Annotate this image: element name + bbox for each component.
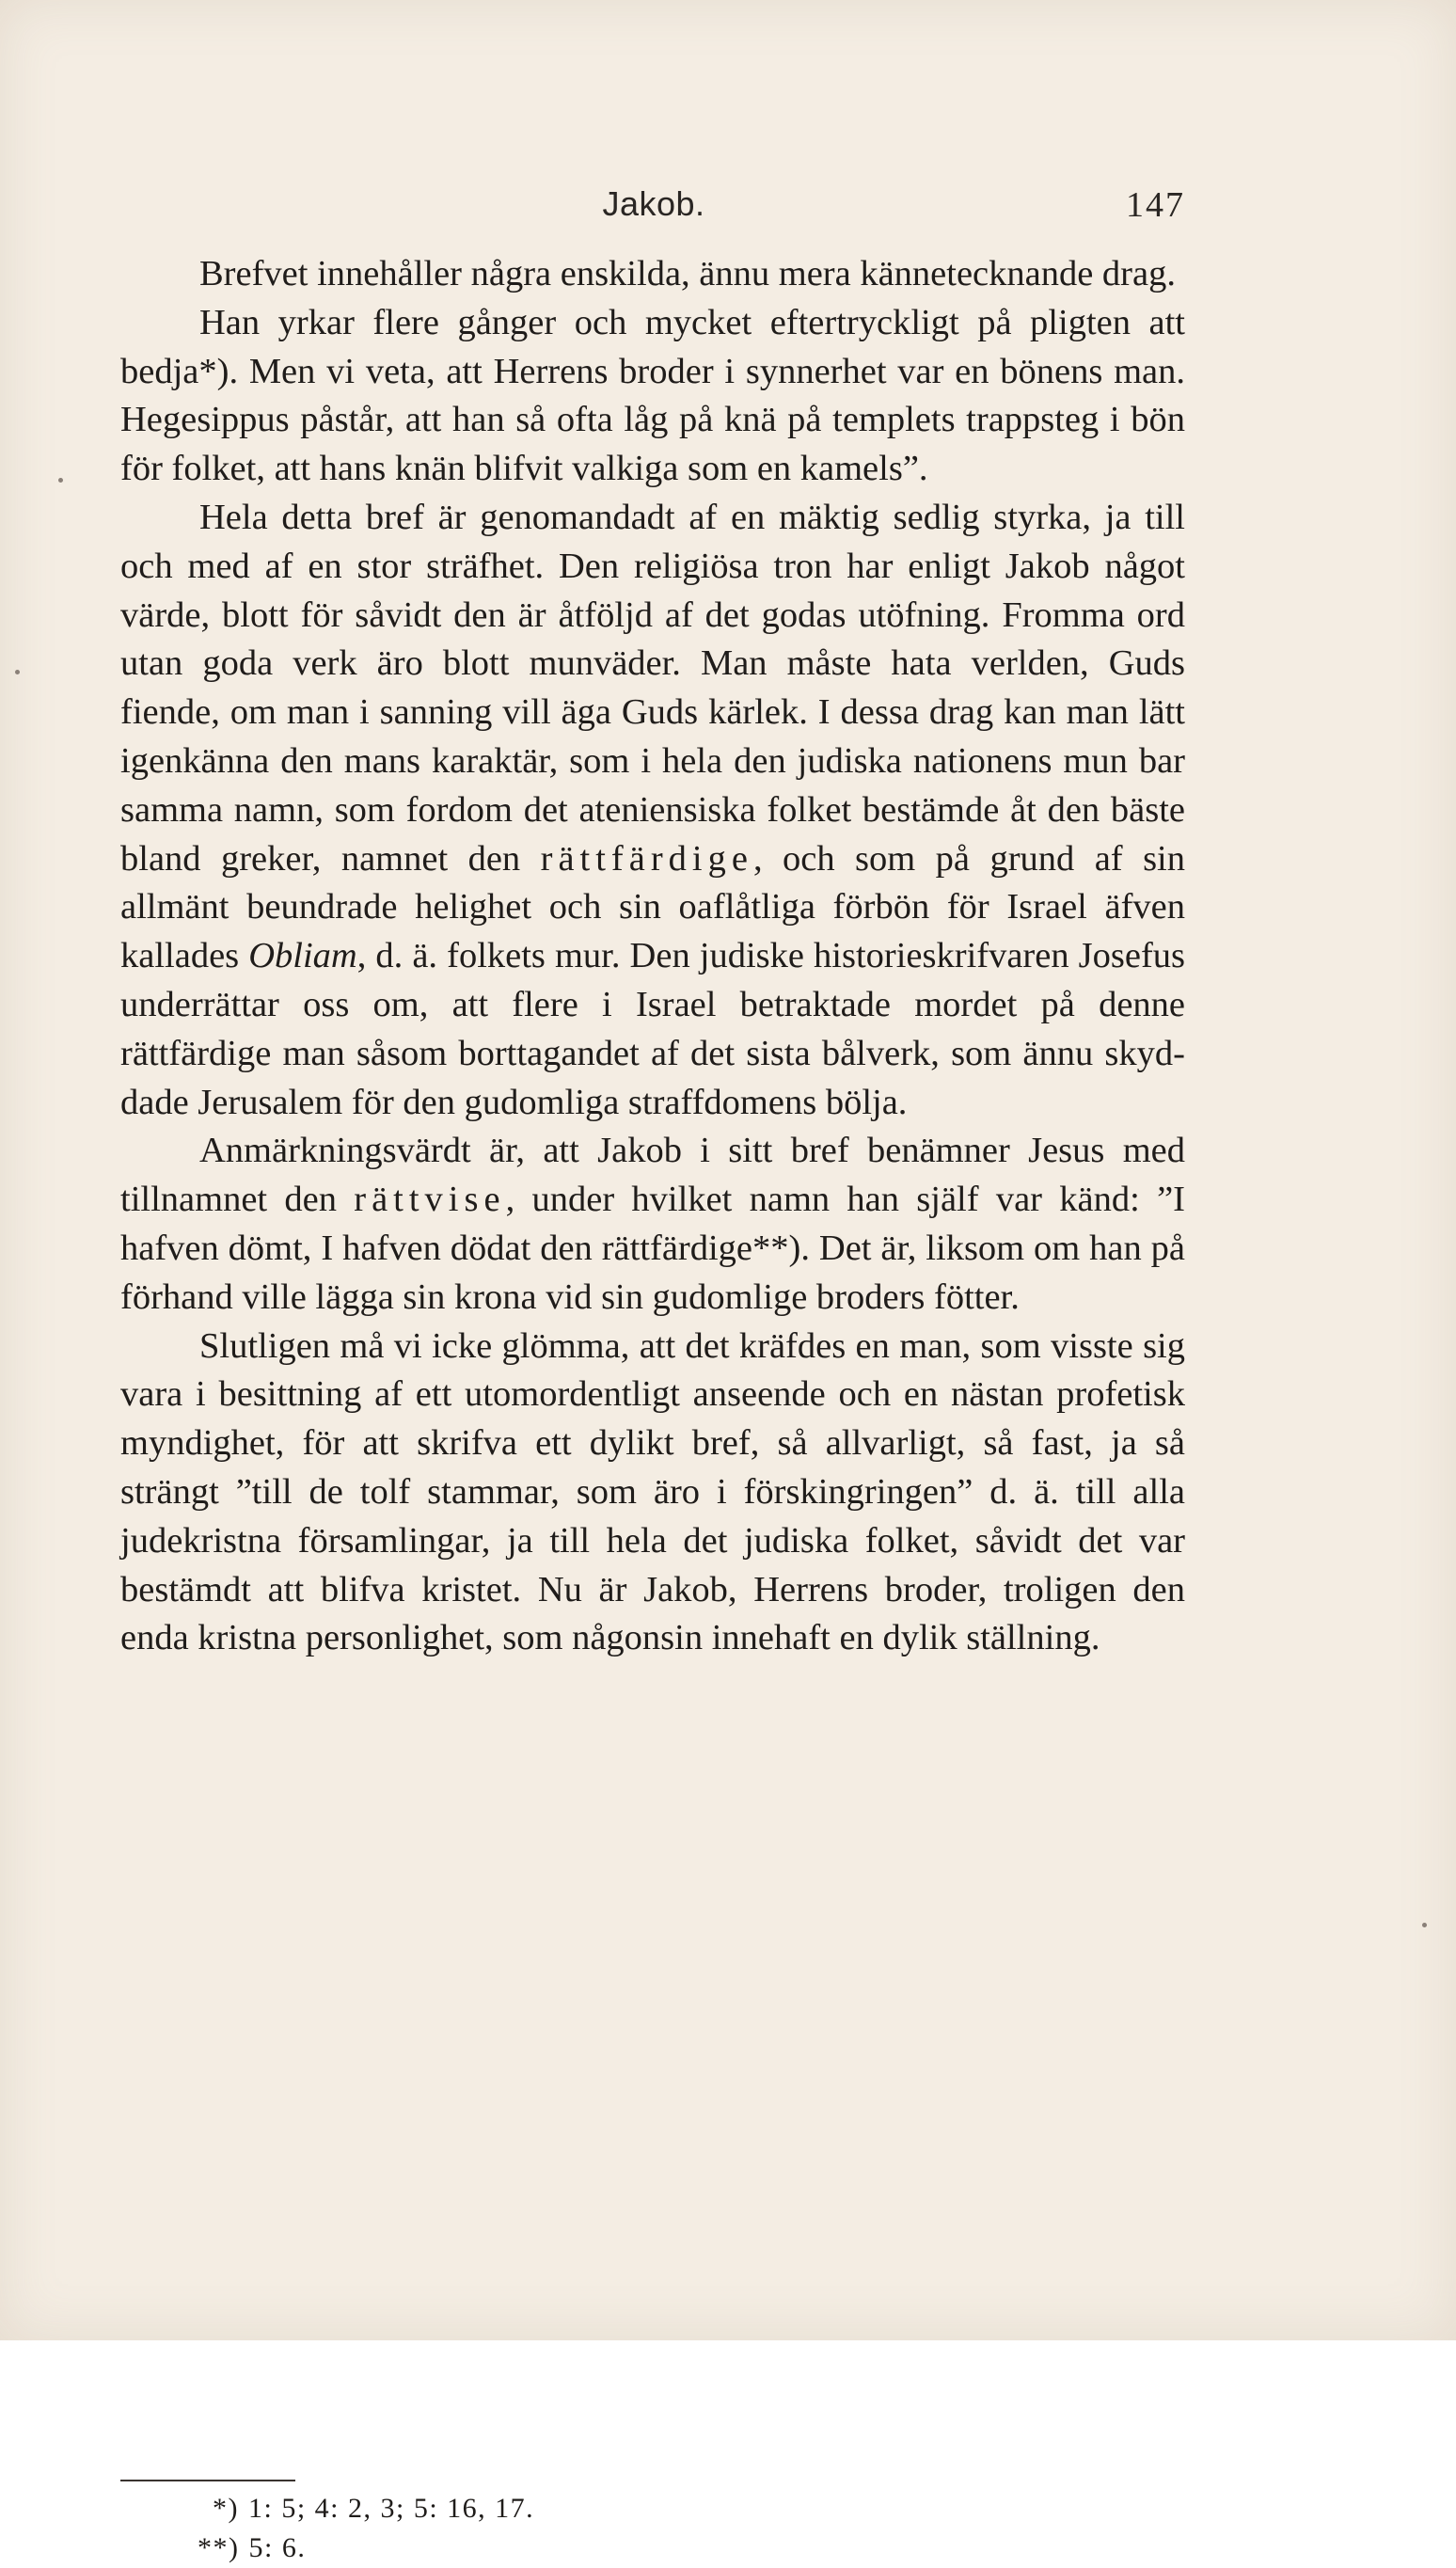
spaced-term-rattvise: rättvise <box>354 1180 506 1220</box>
spaced-term-rattfardige: rättfärdige <box>540 838 753 879</box>
footnote-1 <box>198 2489 534 2528</box>
paragraph-4-text-a: Anmärkningsvärdt är, att Jakob i sitt bref benämner Jesus med tillnamnet den <box>120 1131 1185 1220</box>
running-head <box>122 184 1185 237</box>
footnote-1-marker: *) <box>213 2493 239 2524</box>
footnote-2 <box>198 2528 534 2568</box>
page-number: 147 <box>1126 185 1185 225</box>
footnote-1-text: 1: 5; 4: 2, 3; 5: 16, 17. <box>248 2493 535 2524</box>
paragraph-2-text-a: Han yrkar flere gånger och mycket eftertryckligt på pligten att bedja <box>120 302 1185 391</box>
paragraph-2-text-b: Men vi veta, att Herrens broder i synnerhet var en bönens man. Hegesippus påstår, att han så ofta låg på knä på templets trappsteg i bön för folket, att hans knän blifvit valkiga som en kamels”. <box>120 351 1185 489</box>
paper-speck <box>15 670 20 674</box>
paper-speck <box>1422 1923 1427 1927</box>
italic-term-obliam: Obliam <box>248 936 357 976</box>
paragraph-3-text-c: , d. ä. folkets mur. Den judiske historieskrifvaren Josefus underrättar oss om, att flere i Israel betraktade mordet på denne rättfärdige man såsom borttagandet af det sista bålverk, som ännu skyddade Jerusalem för den gudomliga straffdomens bölja. <box>120 936 1186 1122</box>
paragraph-1 <box>120 250 1185 299</box>
paragraph-1-text: Brefvet innehåller några enskilda, ännu mera kännetecknande drag. <box>199 254 1176 293</box>
body-text <box>120 250 1185 1663</box>
paragraph-4-text-c: Det är, liksom om han på förhand ville lägga sin krona vid sin gudomlige broders fötter. <box>120 1228 1185 1317</box>
paragraph-5 <box>120 1323 1185 1664</box>
footnotes <box>198 2489 534 2568</box>
paragraph-5-text: Slutligen må vi icke glömma, att det kräfdes en man, som visste sig vara i besittning af ett utomordentligt anseende och en nästan profetisk myndighet, för att skrifva ett dylikt bref, så allvarligt, så fast, ja så strängt ”till de tolf stammar, som äro i förskingringen” d. ä. till alla judekristna församlingar, ja till hela det judiska folket, såvidt det var bestämdt att blifva kristet. Nu är Jakob, Herrens broder, troligen den enda kristna personlighet, som någonsin innehaft en dylik ställning. <box>120 1325 1185 1658</box>
footnote-ref-1: *). <box>198 351 239 391</box>
paragraph-3-text-a: Hela detta bref är genomandadt af en mäktig sedlig styrka, ja till och med af en stor sträfhet. Den religiösa tron har enligt Jakob något värde, blott för såvidt den är åtföljd af det godas utöfning. Fromma ord utan goda verk äro blott munväder. Man måste hata verlden, Guds fiende, om man i sanning vill äga Guds kärlek. I dessa drag kan man lätt igenkänna den mans karaktär, som i hela den judiska nationens mun bar samma namn, som fordom det ateniensiska folket bestämde åt den bäste bland greker, namnet den <box>120 497 1185 879</box>
paragraph-4-text-b: , under hvilket namn han själf var känd: ”I hafven dömt, I hafven dödat den rättfärdige <box>120 1180 1185 1268</box>
paragraph-3-text-b: , och som på grund af sin allmänt beundrade helighet och sin oaflåtliga förbön för Israel äfven kallades <box>120 838 1186 976</box>
paragraph-3 <box>120 494 1185 1127</box>
footnote-2-marker: **) <box>198 2532 240 2563</box>
footnote-2-text: 5: 6. <box>248 2532 307 2563</box>
paragraph-4 <box>120 1127 1185 1322</box>
footnote-divider <box>120 2480 295 2481</box>
paragraph-2 <box>120 299 1185 494</box>
paper-speck <box>58 478 63 483</box>
running-title: Jakob. <box>602 184 705 223</box>
footnote-ref-2: **). <box>752 1228 810 1268</box>
